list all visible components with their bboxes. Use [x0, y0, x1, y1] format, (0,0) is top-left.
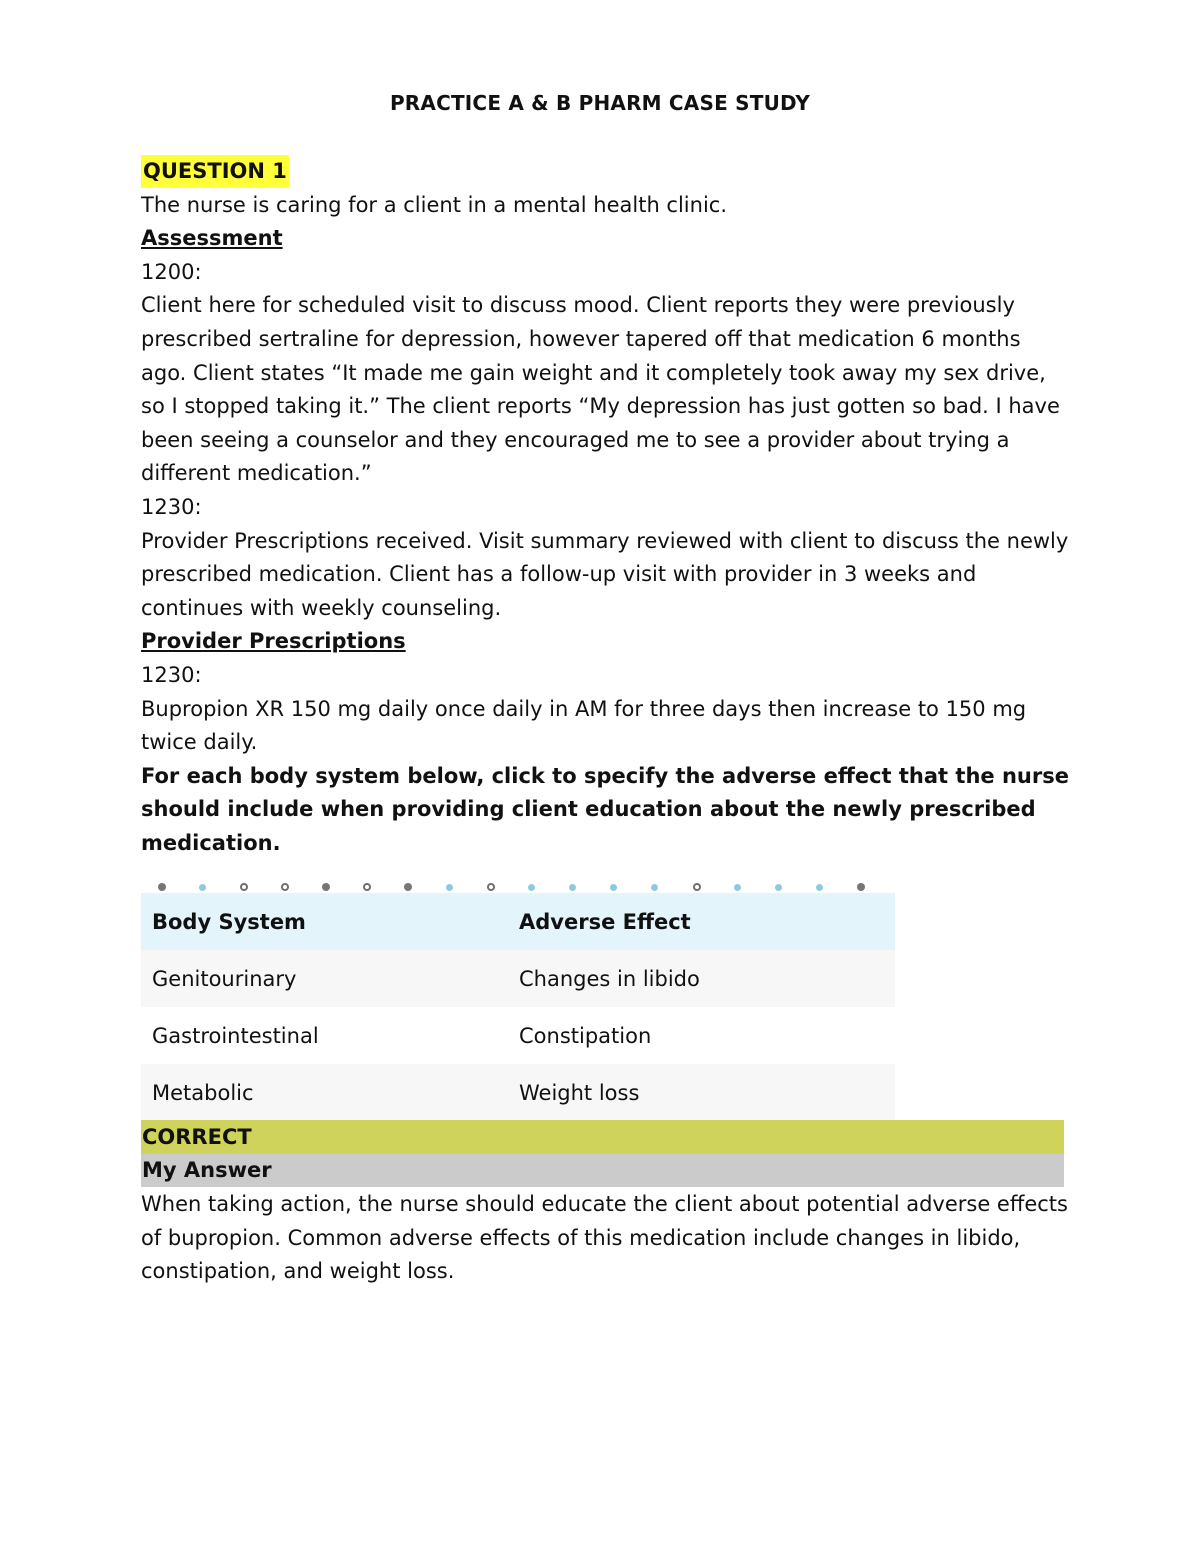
dot-icon — [158, 883, 166, 891]
assessment-text-2: Provider Prescriptions received. Visit summary reviewed with client to discuss the newly prescribed medication. Client has a follow-up visit with provider in 3 weeks and continues with weekly counseling. — [141, 528, 1069, 620]
dot-icon — [404, 883, 412, 891]
prescriptions-text: Bupropion XR 150 mg daily once daily in AM for three days then increase to 150 mg twice daily. — [141, 696, 1027, 755]
assessment-text-1: Client here for scheduled visit to discuss mood. Client reports they were previously prescribed sertraline for depression, however tapered off that medication 6 months ago. Client states “It made me gain weight and it completely took away my sex drive, so I stopped taking it.” The client reports “My depression has just gotten so bad. I have been seeing a counselor and they encouraged me to see a provider about trying a different medication.” — [141, 293, 1060, 486]
document-title: PRACTICE A & B PHARM CASE STUDY — [389, 91, 811, 115]
column-header-adverse-effect: Adverse Effect — [508, 893, 895, 950]
dot-icon — [281, 883, 289, 891]
dot-icon — [693, 883, 701, 891]
prescriptions-time: 1230: — [141, 662, 202, 687]
table-row — [141, 1064, 895, 1121]
dot-icon — [734, 884, 741, 891]
dot-icon — [363, 883, 371, 891]
my-answer-bar: My Answer — [141, 1154, 1064, 1187]
dot-icon — [446, 884, 453, 891]
dot-icon — [651, 884, 658, 891]
dot-icon — [322, 883, 330, 891]
table-row — [141, 1007, 895, 1064]
prescriptions-heading: Provider Prescriptions — [141, 629, 406, 654]
column-header-body-system: Body System — [141, 893, 508, 950]
assessment-time-1: 1200: — [141, 259, 202, 284]
dot-icon — [775, 884, 782, 891]
question-label: QUESTION 1 — [141, 155, 289, 188]
body-system-cell: Metabolic — [141, 1064, 508, 1121]
adverse-effect-select[interactable]: Constipation — [508, 1007, 895, 1064]
assessment-time-2: 1230: — [141, 494, 202, 519]
dot-icon — [857, 883, 865, 891]
dot-icon — [569, 884, 576, 891]
answer-explanation: When taking action, the nurse should educate the client about potential adverse effects of bupropion. Common adverse effects of this medication include changes in libido, constipation, and weight loss. — [141, 1192, 1068, 1284]
adverse-effect-select[interactable]: Changes in libido — [508, 950, 895, 1007]
dot-icon — [199, 884, 206, 891]
decorative-dot-row — [141, 880, 895, 894]
dot-icon — [240, 883, 248, 891]
question-intro: The nurse is caring for a client in a mental health clinic. — [141, 192, 728, 217]
dot-icon — [816, 884, 823, 891]
dot-icon — [487, 883, 495, 891]
question-instruction: For each body system below, click to specify the adverse effect that the nurse should include when providing client education about the newly prescribed medication. — [141, 763, 1069, 855]
question-content — [141, 155, 1071, 860]
result-status-bar: CORRECT — [141, 1120, 1064, 1154]
table-header-row — [141, 893, 895, 950]
body-system-cell: Gastrointestinal — [141, 1007, 508, 1064]
adverse-effects-table — [141, 893, 895, 1121]
table-row — [141, 950, 895, 1007]
body-system-cell: Genitourinary — [141, 950, 508, 1007]
dot-icon — [610, 884, 617, 891]
adverse-effect-select[interactable]: Weight loss — [508, 1064, 895, 1121]
assessment-heading: Assessment — [141, 226, 283, 251]
dot-icon — [528, 884, 535, 891]
